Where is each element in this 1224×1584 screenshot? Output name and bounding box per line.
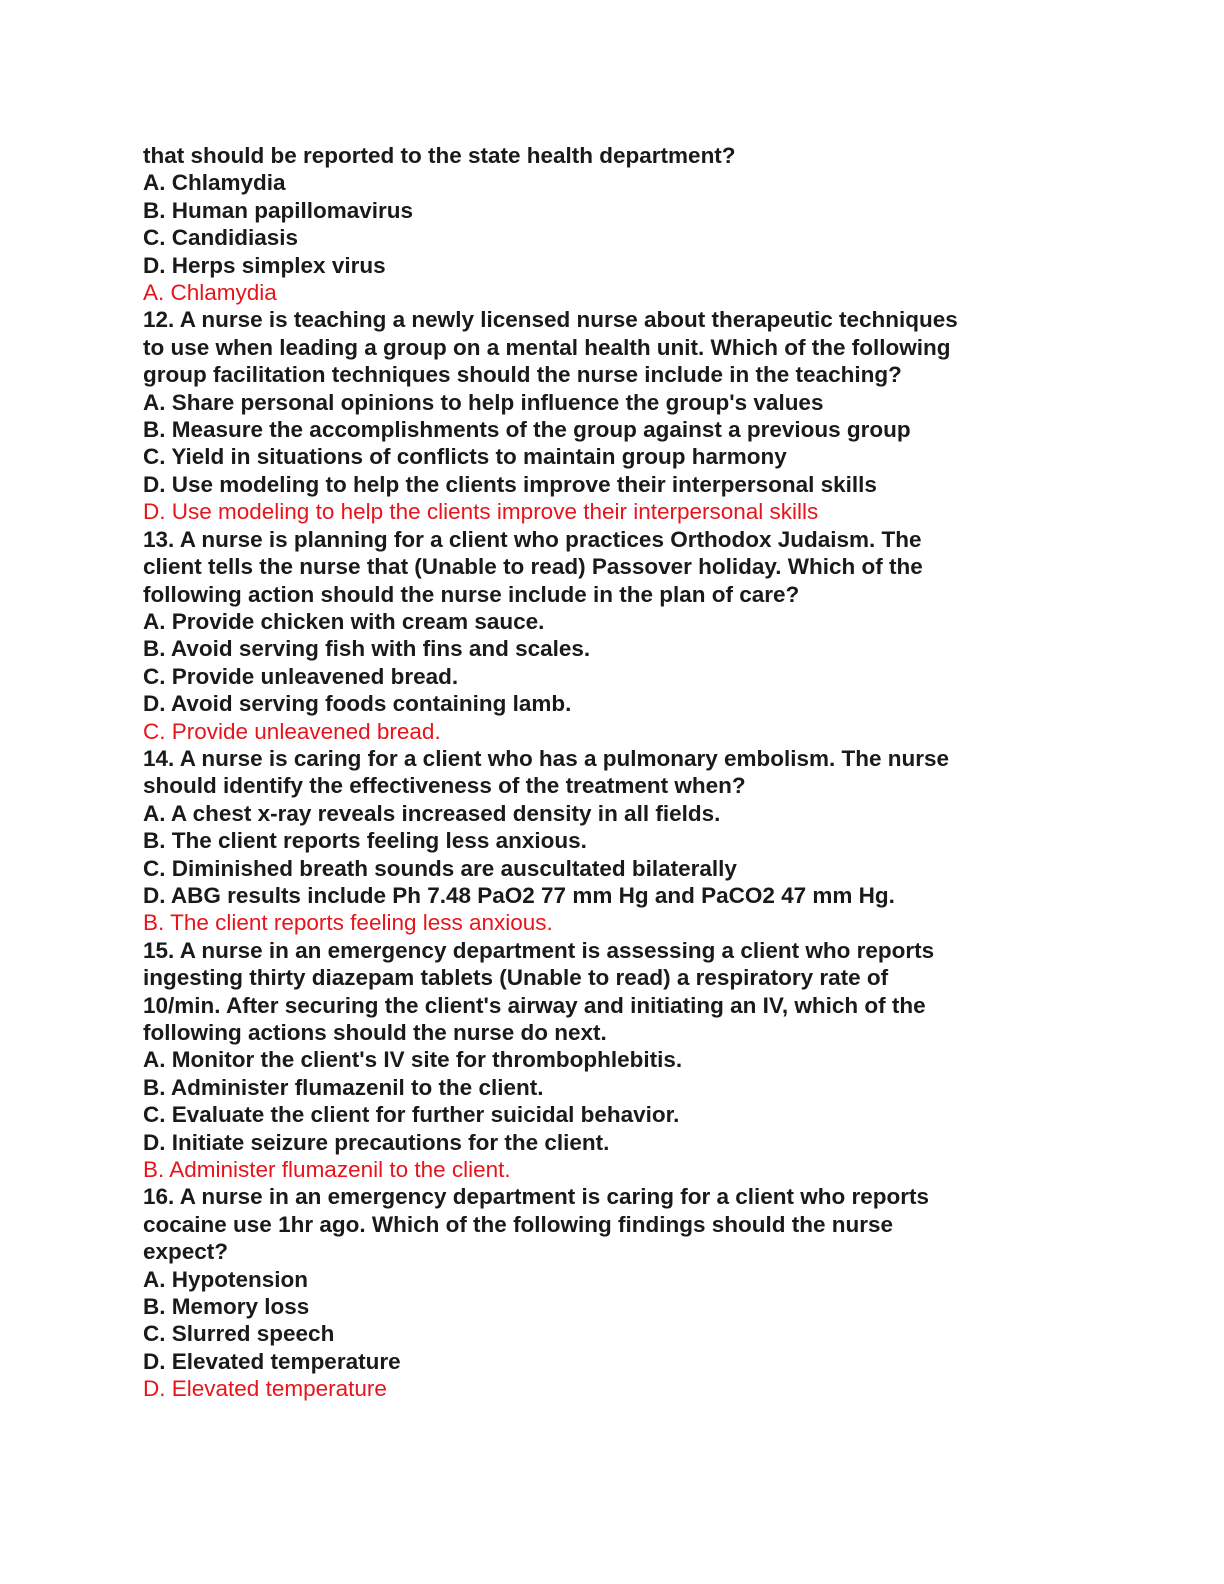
answer-key-line: D. Use modeling to help the clients improve their interpersonal skills [143,499,819,525]
question-text-line: B. The client reports feeling less anxious. [143,828,587,854]
question-text-line: following action should the nurse include in the plan of care? [143,581,800,607]
question-text-line: 16. A nurse in an emergency department is caring for a client who reports [143,1184,930,1210]
question-text-line: B. Memory loss [143,1294,310,1320]
question-text-line: A. A chest x-ray reveals increased density in all fields. [143,800,721,826]
question-text-line: 13. A nurse is planning for a client who practices Orthodox Judaism. The [143,526,922,552]
question-text-line: C. Slurred speech [143,1321,335,1347]
question-text-line: D. Use modeling to help the clients improve their interpersonal skills [143,471,877,497]
question-text-line: cocaine use 1hr ago. Which of the following findings should the nurse [143,1211,894,1237]
question-text-line: C. Provide unleavened bread. [143,663,459,689]
answer-key-line: B. The client reports feeling less anxious. [143,910,553,936]
question-text-line: D. ABG results include Ph 7.48 PaO2 77 mm Hg and PaCO2 47 mm Hg. [143,882,895,908]
answer-key-line: D. Elevated temperature [143,1376,387,1402]
question-text-line: client tells the nurse that (Unable to read) Passover holiday. Which of the [143,554,923,580]
question-text-line: 14. A nurse is caring for a client who has a pulmonary embolism. The nurse [143,745,950,771]
question-text-line: D. Herps simplex virus [143,252,386,278]
question-text-line: C. Evaluate the client for further suicidal behavior. [143,1102,680,1128]
question-text-line: expect? [143,1239,229,1265]
question-text-line: B. Avoid serving fish with fins and scales. [143,636,591,662]
question-text-line: that should be reported to the state health department? [143,143,736,168]
question-text-line: A. Hypotension [143,1266,309,1292]
question-text-line: to use when leading a group on a mental health unit. Which of the following [143,334,951,360]
answer-key-line: A. Chlamydia [143,280,277,306]
question-text-line: 10/min. After securing the client's airway and initiating an IV, which of the [143,992,926,1018]
question-text-line: 15. A nurse in an emergency department is assessing a client who reports [143,937,935,963]
document-page [143,142,1143,1403]
answer-key-line: C. Provide unleavened bread. [143,718,441,744]
question-text-line: A. Share personal opinions to help influence the group's values [143,389,824,415]
question-text-line: 12. A nurse is teaching a newly licensed nurse about therapeutic techniques [143,307,958,333]
question-text-line: D. Initiate seizure precautions for the client. [143,1129,610,1155]
answer-key-line: B. Administer flumazenil to the client. [143,1157,511,1183]
question-text-line: A. Provide chicken with cream sauce. [143,608,545,634]
question-text-line: group facilitation techniques should the nurse include in the teaching? [143,362,902,388]
question-text-line: B. Measure the accomplishments of the group against a previous group [143,417,911,443]
question-text-line: ingesting thirty diazepam tablets (Unable to read) a respiratory rate of [143,965,889,991]
question-text-line: C. Yield in situations of conflicts to maintain group harmony [143,444,787,470]
question-text-line: A. Monitor the client's IV site for thrombophlebitis. [143,1047,683,1073]
question-text-line: B. Human papillomavirus [143,197,414,223]
question-text-line: D. Elevated temperature [143,1348,401,1374]
question-text-line: D. Avoid serving foods containing lamb. [143,691,572,717]
question-text-line: should identify the effectiveness of the treatment when? [143,773,746,799]
question-text-line: C. Candidiasis [143,225,299,251]
question-text-line: following actions should the nurse do next. [143,1020,607,1045]
question-text-body [143,142,1143,1403]
question-text-line: A. Chlamydia [143,170,286,196]
question-text-line: C. Diminished breath sounds are auscultated bilaterally [143,855,737,881]
question-text-line: B. Administer flumazenil to the client. [143,1074,544,1100]
